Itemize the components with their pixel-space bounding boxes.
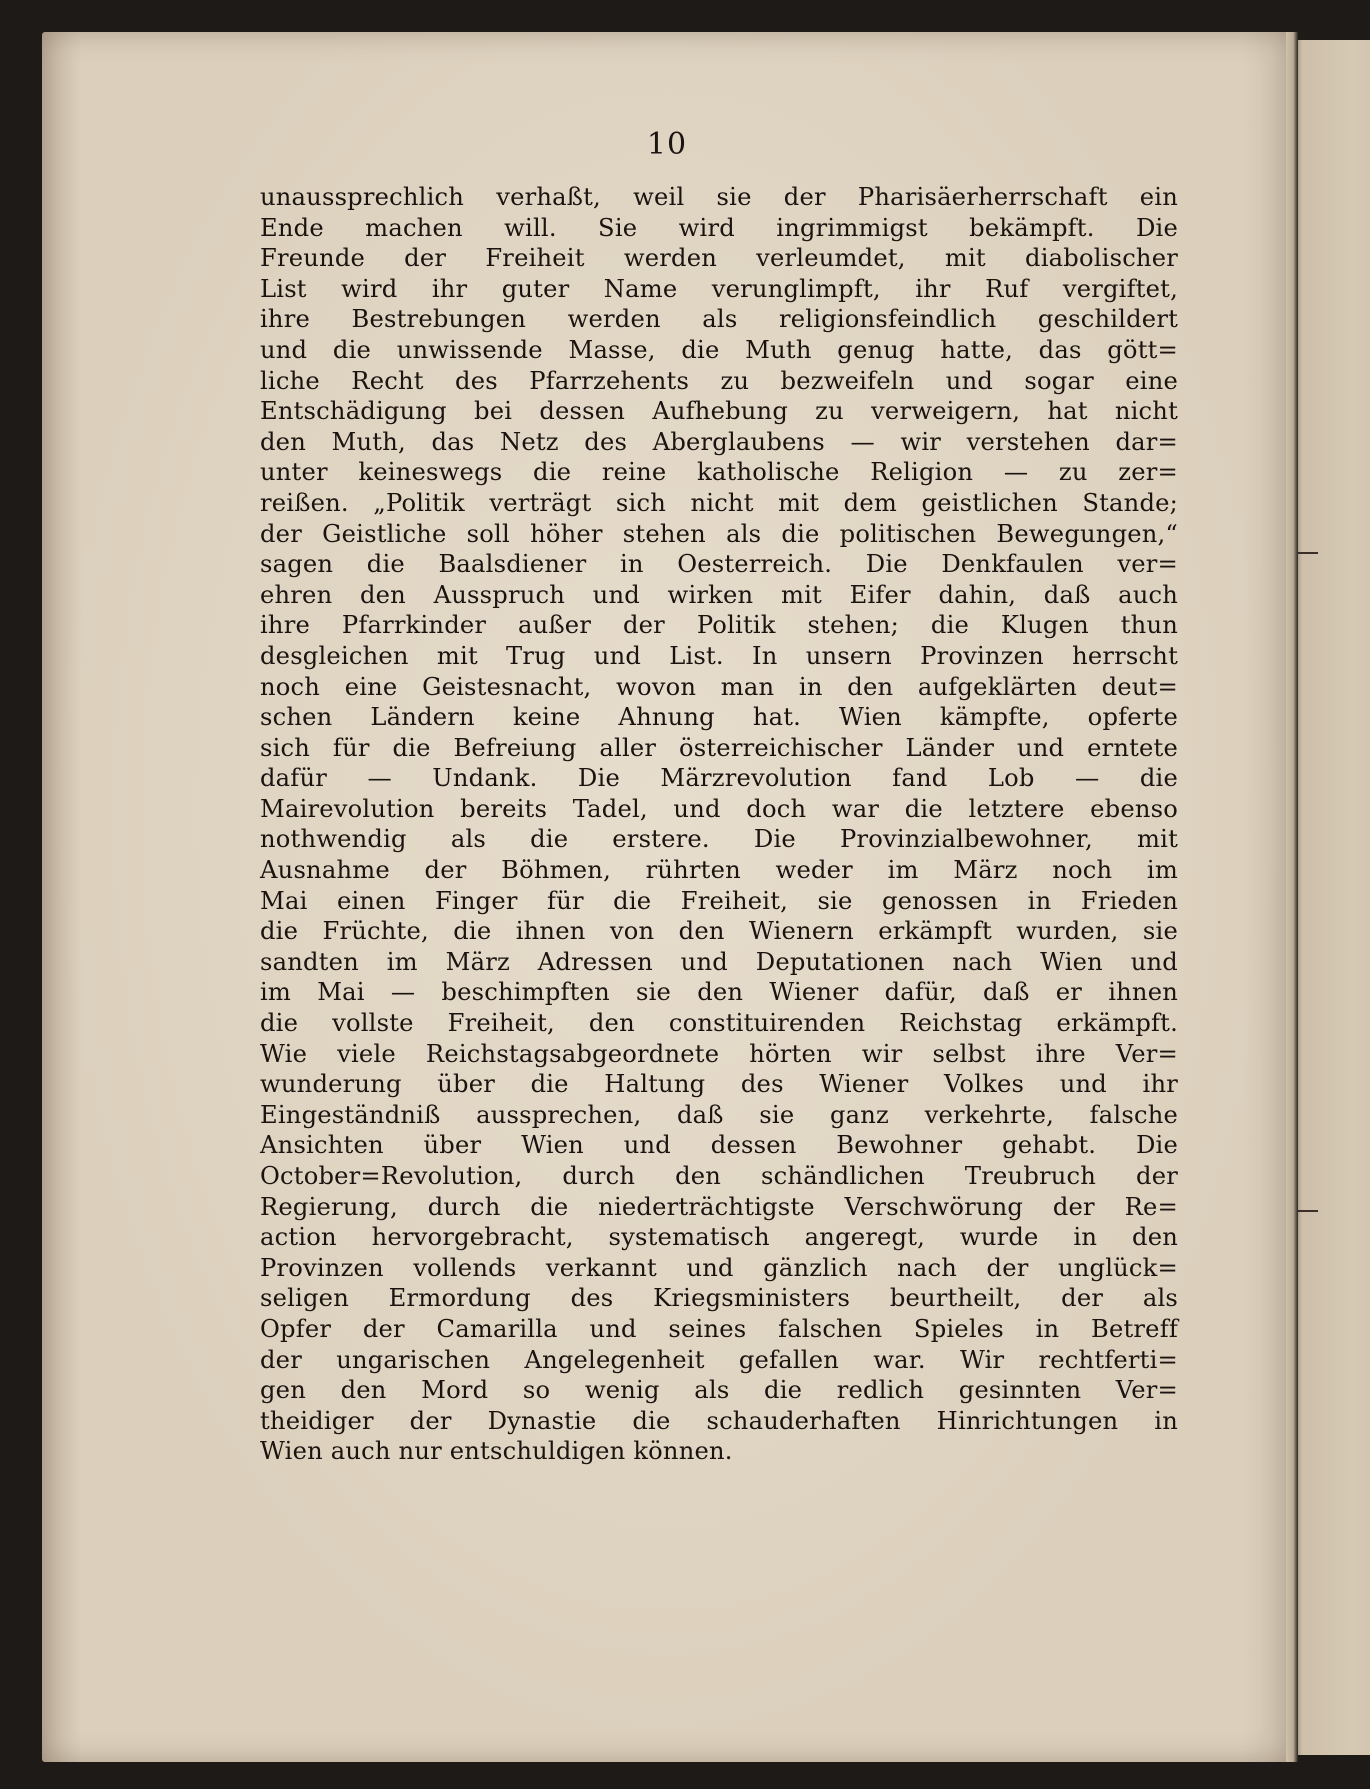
text-line: sagen die Baalsdiener in Oesterreich. Die Denkfaulen ver=	[260, 550, 1178, 579]
text-line: Mai einen Finger für die Freiheit, sie genossen in Frieden	[260, 886, 1178, 915]
text-line: die Früchte, die ihnen von den Wienern erkämpft wurden, sie	[260, 917, 1178, 946]
text-line: List wird ihr guter Name verunglimpft, ihr Ruf vergiftet,	[260, 274, 1178, 303]
text-line: action hervorgebracht, systematisch angeregt, wurde in den	[260, 1223, 1178, 1252]
text-line: Ansichten über Wien und dessen Bewohner gehabt. Die	[260, 1131, 1178, 1160]
text-line: der Geistliche soll höher stehen als die politischen Bewegungen,“	[260, 519, 1178, 548]
text-line: Regierung, durch die niederträchtigste Verschwörung der Re=	[260, 1192, 1178, 1221]
text-line: dafür — Undank. Die Märzrevolution fand Lob — die	[260, 764, 1178, 793]
text-line: wunderung über die Haltung des Wiener Volkes und ihr	[260, 1070, 1178, 1099]
text-line: unaussprechlich verhaßt, weil sie der Pharisäerherrschaft ein	[260, 183, 1178, 211]
text-line: noch eine Geistesnacht, wovon man in den aufgeklärten deut=	[260, 672, 1178, 701]
body-text	[260, 182, 1178, 1467]
text-line: Freunde der Freiheit werden verleumdet, mit diabolischer	[260, 244, 1178, 273]
text-line: im Mai — beschimpften sie den Wiener dafür, daß er ihnen	[260, 978, 1178, 1007]
text-line: reißen. „Politik verträgt sich nicht mit dem geistlichen Stande;	[260, 488, 1178, 517]
text-line: ehren den Ausspruch und wirken mit Eifer dahin, daß auch	[260, 580, 1178, 609]
text-line: sandten im März Adressen und Deputationen nach Wien und	[260, 947, 1178, 976]
text-line: gen den Mord so wenig als die redlich gesinnten Ver=	[260, 1376, 1178, 1405]
text-line: unter keineswegs die reine katholische Religion — zu zer=	[260, 458, 1178, 487]
text-line: schen Ländern keine Ahnung hat. Wien kämpfte, opferte	[260, 703, 1178, 732]
text-line: Mairevolution bereits Tadel, und doch war die letztere ebenso	[260, 794, 1178, 823]
text-line: Ende machen will. Sie wird ingrimmigst bekämpft. Die	[260, 213, 1178, 242]
text-line: der ungarischen Angelegenheit gefallen war. Wir rechtferti=	[260, 1345, 1178, 1374]
text-line: ihre Bestrebungen werden als religionsfeindlich geschildert	[260, 305, 1178, 334]
page-number: 10	[646, 127, 688, 162]
text-line: theidiger der Dynastie die schauderhaften Hinrichtungen in	[260, 1406, 1178, 1435]
text-line: die vollste Freiheit, den constituirenden Reichstag erkämpft.	[260, 1009, 1178, 1038]
text-line: Wien auch nur entschuldigen können.	[260, 1437, 733, 1466]
text-line: und die unwissende Masse, die Muth genug hatte, das gött=	[260, 335, 1178, 364]
text-line: seligen Ermordung des Kriegsministers beurtheilt, der als	[260, 1284, 1178, 1313]
text-line: October=Revolution, durch den schändlichen Treubruch der	[260, 1162, 1178, 1190]
text-line: liche Recht des Pfarrzehents zu bezweifeln und sogar eine	[260, 366, 1178, 395]
page-edge-shadow	[1286, 32, 1298, 1762]
text-line: Provinzen vollends verkannt und gänzlich nach der unglück=	[260, 1253, 1178, 1282]
facing-page-edge	[1292, 40, 1370, 1755]
text-line: den Muth, das Netz des Aberglaubens — wir verstehen dar=	[260, 427, 1178, 456]
text-line: Entschädigung bei dessen Aufhebung zu verweigern, hat nicht	[260, 397, 1178, 426]
text-line: ihre Pfarrkinder außer der Politik stehen; die Klugen thun	[260, 611, 1178, 640]
text-line: Wie viele Reichstagsabgeordnete hörten wir selbst ihre Ver=	[260, 1039, 1178, 1068]
text-line: Ausnahme der Böhmen, rührten weder im März noch im	[260, 856, 1178, 885]
text-line: Eingeständniß aussprechen, daß sie ganz verkehrte, falsche	[260, 1100, 1178, 1129]
book-page	[42, 32, 1292, 1762]
text-line: desgleichen mit Trug und List. In unsern Provinzen herrscht	[260, 641, 1178, 670]
text-line: sich für die Befreiung aller österreichischer Länder und erntete	[260, 733, 1178, 762]
text-line: Opfer der Camarilla und seines falschen Spieles in Betreff	[260, 1314, 1178, 1343]
text-line: nothwendig als die erstere. Die Provinzialbewohner, mit	[260, 825, 1178, 854]
